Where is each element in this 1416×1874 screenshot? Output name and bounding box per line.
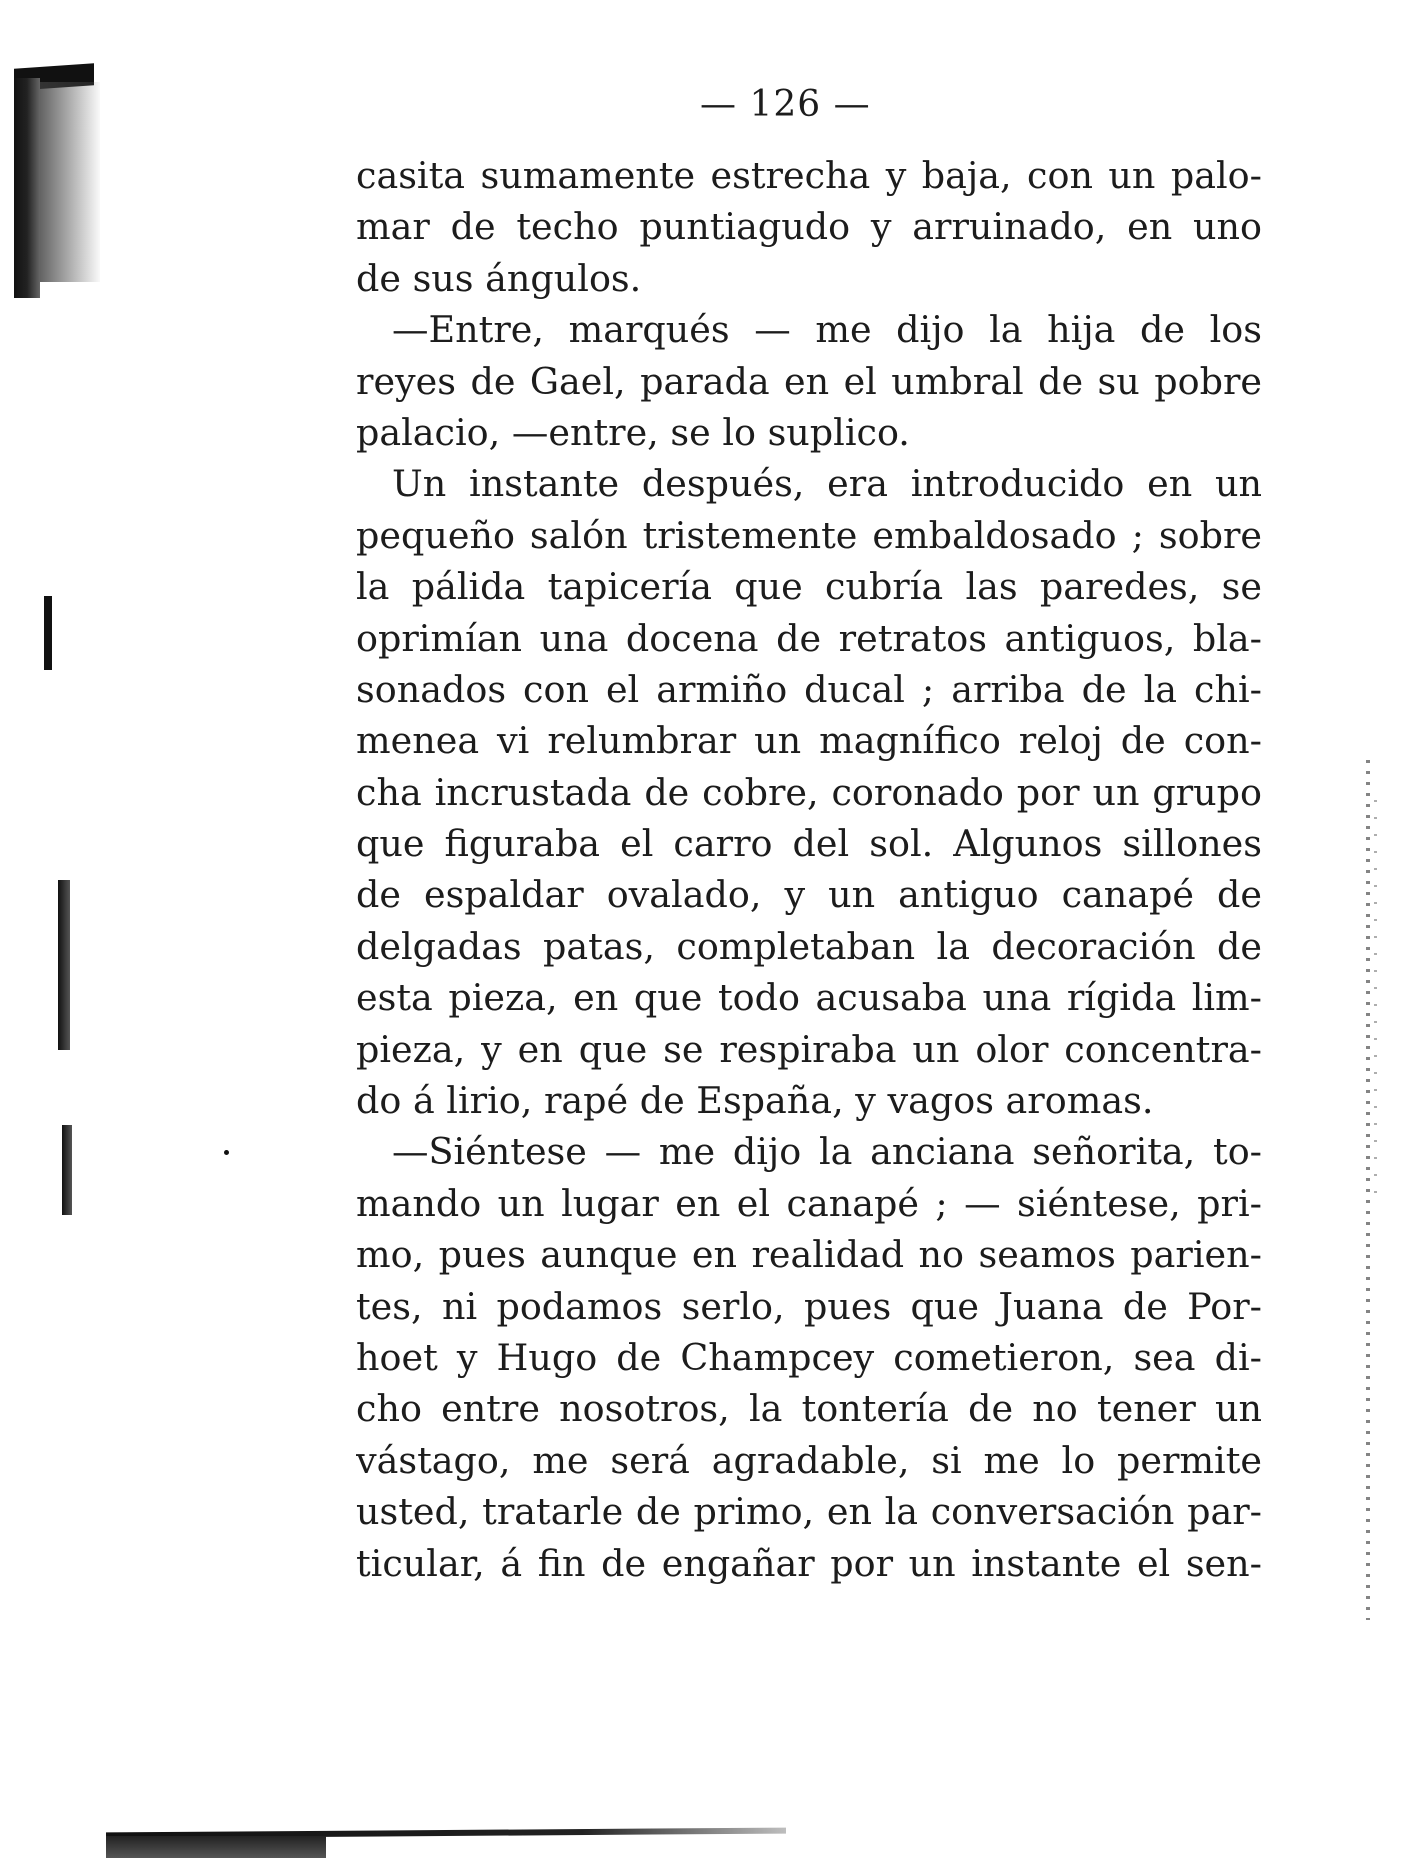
- scan-artifact-left-shadow: [40, 82, 100, 282]
- scan-artifact-left-mark: [58, 880, 70, 1050]
- text-line: —Siéntese — me dijo la anciana señorita, to-: [392, 1130, 1262, 1174]
- text-line: reyes de Gael, parada en el umbral de su pobre: [356, 359, 1262, 403]
- text-line: esta pieza, en que todo acusaba una rígida lim-: [356, 976, 1262, 1020]
- text-line: cho entre nosotros, la tontería de no tener un: [356, 1387, 1262, 1431]
- text-line: pieza, y en que se respiraba un olor concentra-: [356, 1027, 1262, 1071]
- body-text: [356, 150, 1262, 1589]
- scan-artifact-dot: [224, 1150, 229, 1155]
- text-line: mar de techo puntiagudo y arruinado, en uno: [356, 205, 1262, 249]
- text-line: ticular, á fin de engañar por un instante el sen-: [356, 1541, 1262, 1585]
- text-line: —Entre, marqués — me dijo la hija de los: [392, 308, 1262, 352]
- text-line: do á lirio, rapé de España, y vagos aromas.: [356, 1079, 1154, 1123]
- text-line: palacio, —entre, se lo suplico.: [356, 410, 910, 454]
- scan-artifact-left-edge: [14, 78, 40, 298]
- text-line: delgadas patas, completaban la decoración de: [356, 924, 1262, 968]
- text-line: tes, ni podamos serlo, pues que Juana de Por-: [356, 1284, 1262, 1328]
- text-line: mando un lugar en el canapé ; — siéntese, pri-: [356, 1181, 1262, 1225]
- scan-artifact-right-speckle: [1366, 760, 1370, 1620]
- text-line: hoet y Hugo de Champcey cometieron, sea di-: [356, 1335, 1262, 1379]
- text-line: Un instante después, era introducido en un: [392, 462, 1262, 506]
- scan-artifact-left-mark: [62, 1125, 72, 1215]
- text-line: mo, pues aunque en realidad no seamos parien-: [356, 1233, 1262, 1277]
- scan-artifact-bottom-shadow: [106, 1836, 326, 1858]
- scan-artifact-right-speckle: [1374, 800, 1377, 1200]
- page-number: — 126 —: [700, 84, 871, 125]
- text-line: sonados con el armiño ducal ; arriba de la chi-: [356, 667, 1262, 711]
- text-line: vástago, me será agradable, si me lo permite: [356, 1438, 1262, 1482]
- text-line: usted, tratarle de primo, en la conversación par-: [356, 1490, 1262, 1534]
- text-line: casita sumamente estrecha y baja, con un palo-: [356, 154, 1262, 197]
- text-line: la pálida tapicería que cubría las paredes, se: [356, 565, 1262, 609]
- text-line: menea vi relumbrar un magnífico reloj de con-: [356, 719, 1262, 763]
- scan-artifact-left-mark: [44, 596, 52, 670]
- text-line: oprimían una docena de retratos antiguos, bla-: [356, 616, 1262, 660]
- text-line: que figuraba el carro del sol. Algunos sillones: [356, 822, 1262, 866]
- text-line: de espaldar ovalado, y un antiguo canapé de: [356, 873, 1262, 917]
- text-line: pequeño salón tristemente embaldosado ; sobre: [356, 513, 1262, 557]
- text-line: de sus ángulos.: [356, 256, 642, 300]
- text-line: cha incrustada de cobre, coronado por un grupo: [356, 770, 1262, 814]
